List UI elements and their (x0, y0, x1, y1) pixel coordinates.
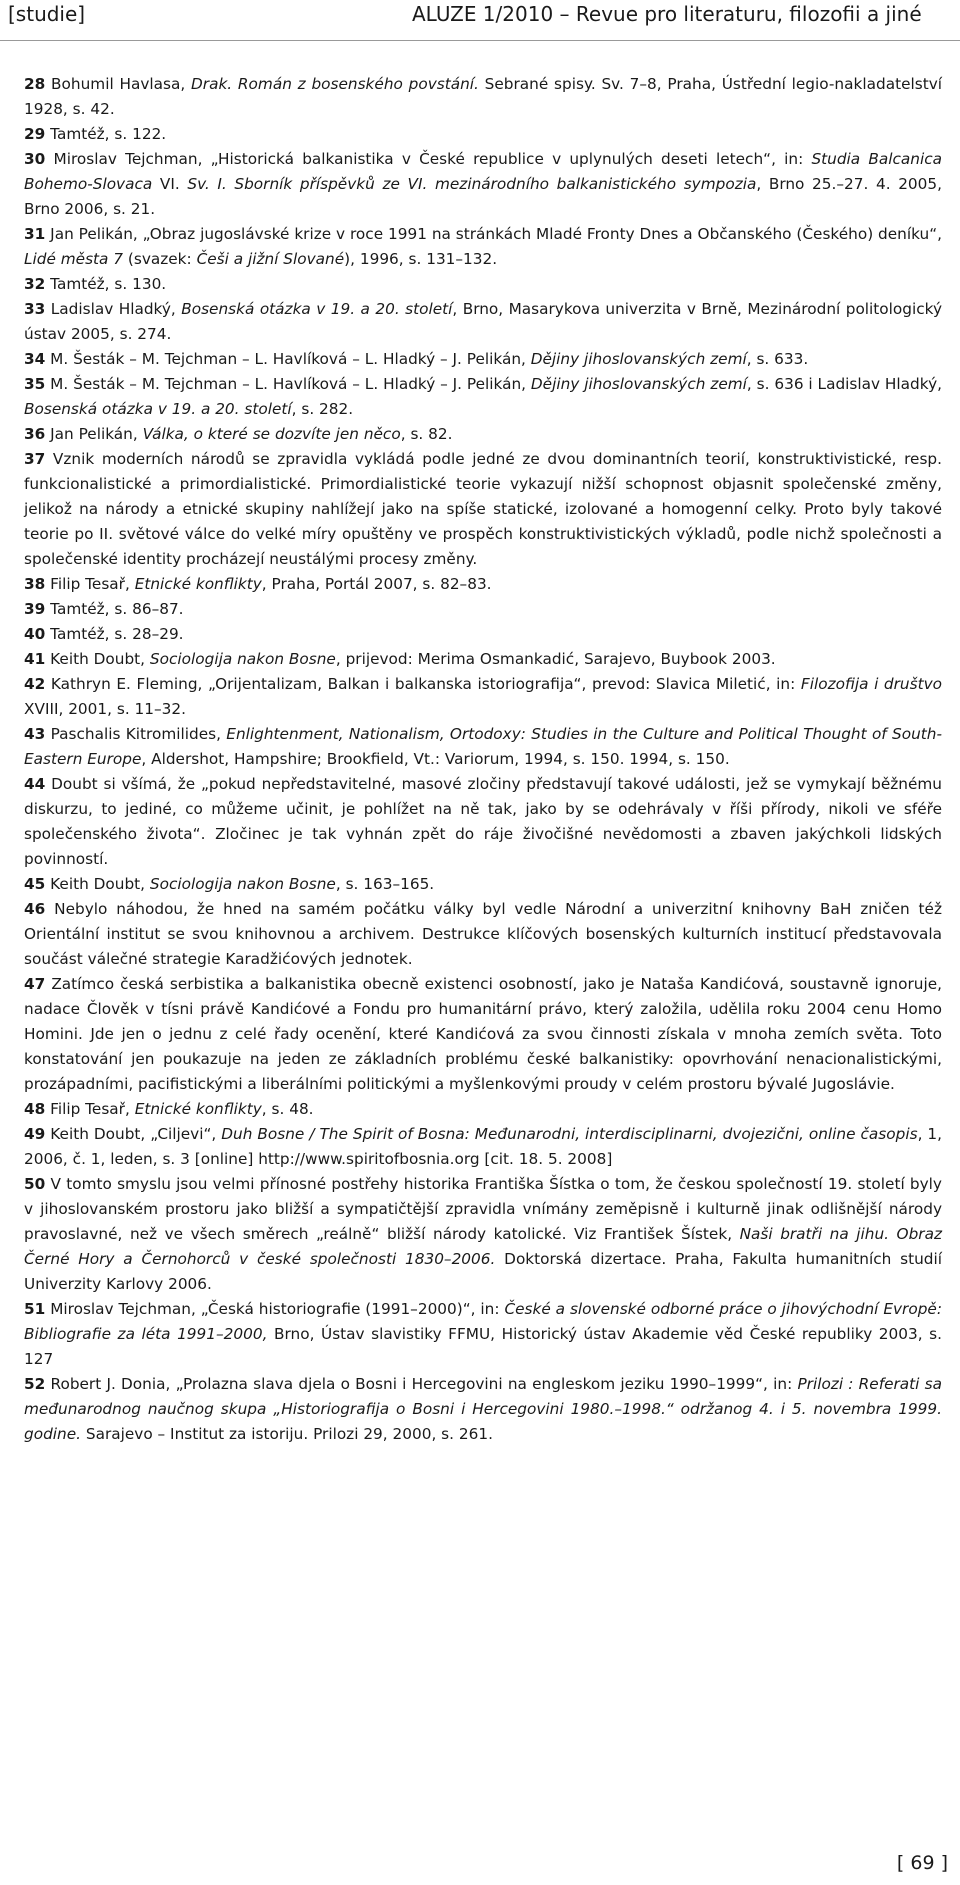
endnote-text: Tamtéž, s. 28–29. (45, 625, 184, 643)
endnote-text: M. Šesták – M. Tejchman – L. Havlíková – L. Hladký – J. Pelikán, (45, 375, 531, 393)
endnote-number: 51 (24, 1300, 46, 1318)
endnote (24, 1122, 942, 1172)
endnote-number: 32 (24, 275, 46, 293)
endnote-text: , s. 82. (400, 425, 453, 443)
endnote-number: 36 (24, 425, 46, 443)
header-rule (0, 40, 960, 41)
endnote-number: 50 (24, 1175, 46, 1193)
endnote-number: 41 (24, 650, 46, 668)
endnote-text: (svazek: (123, 250, 197, 268)
endnote-text: , Brno 25.–27. 4. 2005, Brno 2006, s. 21. (24, 175, 942, 218)
endnote-title-italic: Dějiny jihoslovanských zemí (530, 375, 747, 393)
endnote-number: 35 (24, 375, 46, 393)
endnote-text: Kathryn E. Fleming, „Orijentalizam, Balkan i balkanska istoriografija“, prevod: Slavica Miletić, in: (45, 675, 801, 693)
endnote-text: , s. 48. (261, 1100, 314, 1118)
endnote-text: Sarajevo – Institut za istoriju. Prilozi 29, 2000, s. 261. (81, 1425, 493, 1443)
endnote-title-italic: Sv. I. Sborník příspěvků ze VI. mezinárodního balkanistického sympozia (187, 175, 757, 193)
endnote-text: VI. (152, 175, 188, 193)
endnote-text: , s. 633. (746, 350, 809, 368)
endnote (24, 147, 942, 222)
endnote-text: Doktorská dizertace. Praha, Fakulta humanitních studií Univerzity Karlovy 2006. (24, 1250, 943, 1293)
endnote (24, 347, 942, 372)
endnote-text: Zatímco česká serbistika a balkanistika obecně existenci osobností, jako je Nataša Kandićová, soustavně ignoruje, nadace Člověk v tísni právě Kandićové a Fondu pro humanitární právo, který založila, udělila roku 2004 cenu Homo Homini. Jde jen o jednu z celé řady ocenění, které Kandićová za svou činnosti získala v mnoha zemích světa. Toto konstatování jen poukazuje na jeden ze základních problému české balkanistiky: opovrhování nenacionalistickými, prozápadními, pacifistickými a liberálními politickými a myšlenkovými proudy v celém prostoru bývalé Jugoslávie. (24, 975, 942, 1093)
endnote-text: V tomto smyslu jsou velmi přínosné postřehy historika Františka Šístka o tom, že českou společností 19. století byly v jihoslovanském prostoru jako bližší a sympatičtější zpravidla vnímány zeměpisně i kulturně jinak odlišnější národy pravoslavné, než ve všech směrech „reálně“ bližší národy katolické. Viz František Šístek, (24, 1175, 942, 1243)
endnote-title-italic: Etnické konflikty (134, 1100, 262, 1118)
journal-title: ALUZE 1/2010 – Revue pro literaturu, filozofii a jiné (412, 2, 922, 26)
endnote-title-italic: Bosenská otázka v 19. a 20. století (181, 300, 453, 318)
endnote-text: Ladislav Hladký, (45, 300, 182, 318)
endnote-number: 38 (24, 575, 46, 593)
endnote-number: 31 (24, 225, 46, 243)
page-number: [ 69 ] (896, 1852, 948, 1874)
endnote-number: 44 (24, 775, 46, 793)
endnote-number: 47 (24, 975, 46, 993)
endnote-text: , prijevod: Merima Osmankadić, Sarajevo, Buybook 2003. (335, 650, 776, 668)
endnote-text: Keith Doubt, (45, 650, 150, 668)
endnote (24, 672, 942, 722)
endnote-number: 30 (24, 150, 46, 168)
endnote-title-italic: Duh Bosne / The Spirit of Bosna: Međunarodni, interdisciplinarni, dvojezični, online časopis (221, 1125, 918, 1143)
endnote-text: Sebrané spisy. Sv. 7–8, Praha, Ústřední legio-nakladatelství 1928, s. 42. (24, 75, 942, 118)
endnote-text: , s. 163–165. (335, 875, 435, 893)
endnote-title-italic: Etnické konflikty (134, 575, 262, 593)
endnote (24, 647, 942, 672)
endnote-text: Keith Doubt, (45, 875, 150, 893)
endnote-number: 40 (24, 625, 46, 643)
endnote-number: 52 (24, 1375, 46, 1393)
endnote (24, 1097, 942, 1122)
endnote-text: Paschalis Kitromilides, (45, 725, 227, 743)
endnote-text: ), 1996, s. 131–132. (344, 250, 498, 268)
endnote (24, 872, 942, 897)
endnote-text: Tamtéž, s. 130. (45, 275, 167, 293)
endnote-text: Tamtéž, s. 86–87. (45, 600, 184, 618)
endnote-number: 34 (24, 350, 46, 368)
endnote-number: 29 (24, 125, 46, 143)
endnote-text: Nebylo náhodou, že hned na samém počátku války byl vedle Národní a univerzitní knihovny BaH zničen též Orientální institut se svou knihovnou a archivem. Destrukce klíčových bosenských kulturních institucí představovala součást válečné strategie Karadžićových jednotek. (24, 900, 942, 968)
section-label: [studie] (8, 2, 86, 26)
endnote (24, 447, 942, 572)
endnote (24, 272, 942, 297)
endnote-title-italic: Studia Balcanica Bohemo-Slovaca (24, 150, 943, 193)
endnote-text: , s. 282. (291, 400, 354, 418)
endnote-number: 49 (24, 1125, 46, 1143)
endnote-number: 48 (24, 1100, 46, 1118)
endnote (24, 1172, 942, 1297)
endnote-text: Bohumil Havlasa, (45, 75, 191, 93)
endnote-text: , Aldershot, Hampshire; Brookfield, Vt.: Variorum, 1994, s. 150. 1994, s. 150. (141, 750, 730, 768)
endnote-text: Jan Pelikán, (45, 425, 143, 443)
endnote-text: Brno, Ústav slavistiky FFMU, Historický ústav Akademie věd České republiky 2003, s. 127 (24, 1325, 942, 1368)
endnote (24, 972, 942, 1097)
endnote-text: , Brno, Masarykova univerzita v Brně, Mezinárodní politologický ústav 2005, s. 274. (24, 300, 943, 343)
endnote (24, 372, 942, 422)
endnotes-list (24, 72, 942, 1447)
endnote-title-italic: Naši bratři na jihu. Obraz Černé Hory a Černohorců v české společnosti 1830–2006. (24, 1225, 942, 1268)
endnote-title-italic: Lidé města 7 (24, 250, 124, 268)
endnote-text: , s. 636 i Ladislav Hladký, (746, 375, 942, 393)
endnote-text: Robert J. Donia, „Prolazna slava djela o Bosni i Hercegovini na engleskom jeziku 1990–1999“, in: (45, 1375, 798, 1393)
endnote-number: 43 (24, 725, 46, 743)
endnote (24, 422, 942, 447)
endnote-title-italic: Enlightenment, Nationalism, Ortodoxy: Studies in the Culture and Political Thought of South-Eastern Europe (24, 725, 942, 768)
endnote (24, 572, 942, 597)
endnote-title-italic: Prilozi : Referati sa međunarodnog naučnog skupa „Historiografija o Bosni i Hercegovini 1980.–1998.“ održanog 4. i 5. novembra 1999. godine. (24, 1375, 942, 1443)
endnote (24, 772, 942, 872)
endnote-number: 39 (24, 600, 46, 618)
endnote (24, 1372, 942, 1447)
endnote-text: Vznik moderních národů se zpravidla vykládá podle jedné ze dvou dominantních teorií, konstruktivistické, resp. funkcionalistické a primordialistické. Primordialistické teorie vykazují nižší schopnost objasnit společenské změny, jelikož na národy a etnické skupiny nahlížejí jako na spíše statické, izolované a homogenní celky. Proto byly takové teorie po II. světové válce do velké míry opuštěny ve prospěch konstruktivistických výkladů, podle nichž společnosti a společenské identity procházejí neustálými procesy změny. (24, 450, 942, 568)
endnote-text: Filip Tesař, (45, 1100, 135, 1118)
endnote-number: 46 (24, 900, 46, 918)
endnote-text: Miroslav Tejchman, „Česká historiografie (1991–2000)“, in: (45, 1300, 505, 1318)
endnote-text: XVIII, 2001, s. 11–32. (24, 700, 186, 718)
endnote (24, 722, 942, 772)
endnote-number: 42 (24, 675, 46, 693)
endnote (24, 897, 942, 972)
endnote-number: 45 (24, 875, 46, 893)
endnote-text: , Praha, Portál 2007, s. 82–83. (261, 575, 492, 593)
endnote-title-italic: Sociologija nakon Bosne (149, 875, 336, 893)
endnote (24, 72, 942, 122)
endnote (24, 1297, 942, 1372)
endnote-text: Doubt si všímá, že „pokud nepředstavitelné, masové zločiny představují takové události, jež se vymykají běžnému diskurzu, to jediné, co můžeme učinit, je pohlížet na ně tak, jako by se odehrávaly v říši přírody, nikoli ve sféře společenského života“. Zločinec je tak vyhnán zpět do ráje živočišné nevědomosti a zbaven jakýchkoli lidských povinností. (24, 775, 942, 868)
endnote-title-italic: Válka, o které se dozvíte jen něco (142, 425, 401, 443)
endnote-title-italic: České a slovenské odborné práce o jihovýchodní Evropě: Bibliografie za léta 1991–2000, (24, 1300, 942, 1343)
endnote-title-italic: Dějiny jihoslovanských zemí (530, 350, 747, 368)
endnote-number: 37 (24, 450, 46, 468)
endnote-text: M. Šesták – M. Tejchman – L. Havlíková – L. Hladký – J. Pelikán, (45, 350, 531, 368)
endnote-number: 33 (24, 300, 46, 318)
endnote-title-italic: Filozofija i društvo (800, 675, 942, 693)
endnote-title-italic: Češi a jižní Slované (196, 250, 345, 268)
endnote-title-italic: Bosenská otázka v 19. a 20. století (24, 400, 292, 418)
endnote (24, 297, 942, 347)
running-header (0, 0, 960, 44)
endnote-text: Jan Pelikán, „Obraz jugoslávské krize v roce 1991 na stránkách Mladé Fronty Dnes a Občanského (Českého) deníku“, (45, 225, 942, 243)
endnote-title-italic: Drak. Román z bosenského povstání. (191, 75, 479, 93)
endnote (24, 597, 942, 622)
endnote-text: Filip Tesař, (45, 575, 135, 593)
endnote (24, 622, 942, 647)
endnote-text: Miroslav Tejchman, „Historická balkanistika v České republice v uplynulých deseti letech“, in: (45, 150, 812, 168)
endnote-text: Keith Doubt, „Ciljevi“, (45, 1125, 222, 1143)
endnote (24, 122, 942, 147)
endnote-text: Tamtéž, s. 122. (45, 125, 167, 143)
endnote-text: , 1, 2006, č. 1, leden, s. 3 [online] http://www.spiritofbosnia.org [cit. 18. 5. 2008] (24, 1125, 942, 1168)
endnote (24, 222, 942, 272)
endnote-title-italic: Sociologija nakon Bosne (149, 650, 336, 668)
endnote-number: 28 (24, 75, 46, 93)
